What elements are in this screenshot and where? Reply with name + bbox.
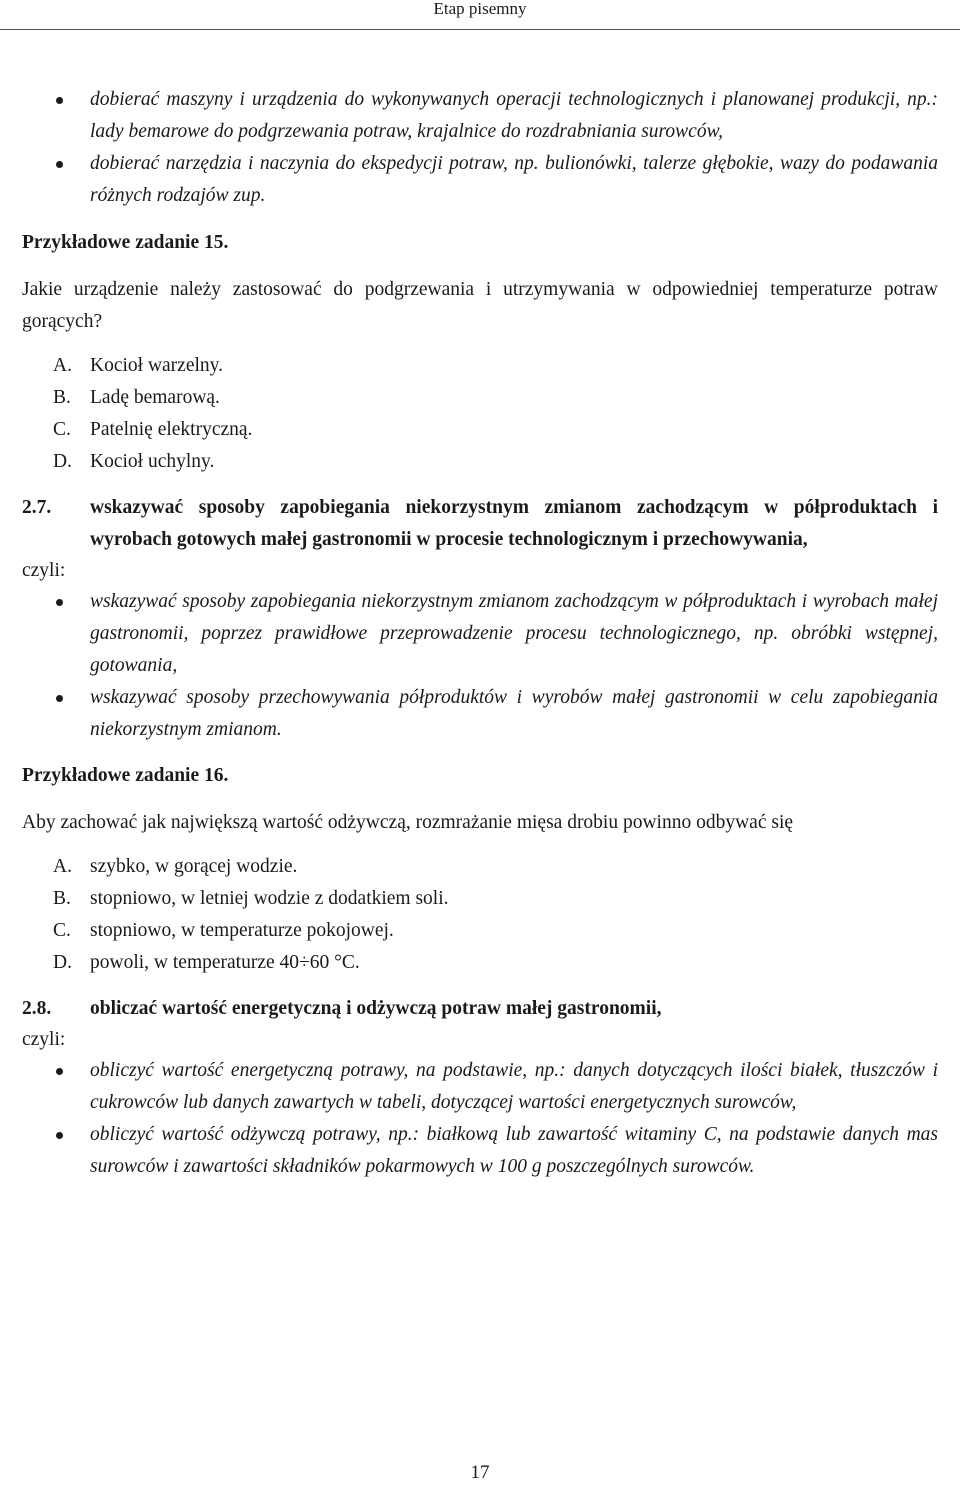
answer-letter: B. <box>53 888 71 909</box>
list-item-text: obliczyć wartość odżywczą potrawy, np.: białkową lub zawartość witaminy C, na podstawie danych mas surowców i zawartości składników pokarmowych w 100 g poszczególnych surowców. <box>90 1124 938 1177</box>
answer-text: powoli, w temperaturze 40÷60 °C. <box>90 952 360 973</box>
section-number: 2.7. <box>22 497 52 518</box>
czyli-label: czyli: <box>22 560 66 581</box>
page-content <box>22 84 938 1183</box>
list-item <box>22 1055 938 1119</box>
bullet-icon <box>56 1132 63 1139</box>
answer-letter: A. <box>53 856 72 877</box>
list-item-text: obliczyć wartość energetyczną potrawy, na podstawie, np.: danych dotyczących ilości białek, tłuszczów i cukrowców lub danych zawartych w tabeli, dotyczącej wartości energetycznych surowców, <box>90 1060 938 1113</box>
list-item-text: dobierać narzędzia i naczynia do ekspedycji potraw, np. bulionówki, talerze głębokie, wazy do podawania różnych rodzajów zup. <box>90 153 938 206</box>
answer-letter: D. <box>53 952 72 973</box>
header-divider <box>0 29 960 30</box>
section-number: 2.8. <box>22 998 52 1019</box>
answer-letter: D. <box>53 451 72 472</box>
answer-text: Kocioł warzelny. <box>90 355 224 376</box>
answer-option <box>22 851 938 883</box>
answer-text: Kocioł uchylny. <box>90 451 215 472</box>
answer-option <box>22 883 938 915</box>
list-item <box>22 148 938 212</box>
section-title: obliczać wartość energetyczną i odżywczą potraw małej gastronomii, <box>90 998 662 1019</box>
answer-option <box>22 382 938 414</box>
answer-text: Ladę bemarową. <box>90 387 220 408</box>
answer-text: szybko, w gorącej wodzie. <box>90 856 298 877</box>
answer-letter: A. <box>53 355 72 376</box>
task-15-question: Jakie urządzenie należy zastosować do podgrzewania i utrzymywania w odpowiedniej temperaturze potraw gorących? <box>22 279 938 332</box>
bullet-icon <box>56 161 63 168</box>
task-15-answers <box>22 350 938 478</box>
task-15-title: Przykładowe zadanie 15. <box>22 232 229 253</box>
list-item <box>22 586 938 682</box>
task-16-question: Aby zachować jak największą wartość odżywczą, rozmrażanie mięsa drobiu powinno odbywać się <box>22 812 794 833</box>
section-2-7-heading <box>22 492 938 556</box>
bullet-list-2-8 <box>22 1055 938 1183</box>
bullet-list-1 <box>22 84 938 212</box>
answer-text: Patelnię elektryczną. <box>90 419 253 440</box>
answer-option <box>22 414 938 446</box>
bullet-icon <box>56 97 63 104</box>
section-2-8-heading <box>22 993 938 1025</box>
task-16-title: Przykładowe zadanie 16. <box>22 765 229 786</box>
answer-letter: C. <box>53 920 71 941</box>
section-title: wskazywać sposoby zapobiegania niekorzystnym zmianom zachodzącym w półproduktach i wyrobach gotowych małej gastronomii w procesie technologicznym i przechowywania, <box>90 497 938 550</box>
czyli-label: czyli: <box>22 1029 66 1050</box>
page-number: 17 <box>470 1462 490 1483</box>
task-16-answers <box>22 851 938 979</box>
list-item <box>22 1119 938 1183</box>
list-item-text: wskazywać sposoby zapobiegania niekorzystnym zmianom zachodzącym w półproduktach i wyrobach małej gastronomii, poprzez prawidłowe przeprowadzenie procesu technologicznego, np. obróbki wstępnej, gotowania, <box>90 591 938 676</box>
answer-letter: C. <box>53 419 71 440</box>
answer-option <box>22 350 938 382</box>
answer-option <box>22 915 938 947</box>
answer-letter: B. <box>53 387 71 408</box>
bullet-icon <box>56 599 63 606</box>
answer-option <box>22 947 938 979</box>
list-item-text: dobierać maszyny i urządzenia do wykonywanych operacji technologicznych i planowanej produkcji, np.: lady bemarowe do podgrzewania potraw, krajalnice do rozdrabniania surowców, <box>90 89 938 142</box>
list-item <box>22 84 938 148</box>
answer-text: stopniowo, w temperaturze pokojowej. <box>90 920 394 941</box>
list-item-text: wskazywać sposoby przechowywania półproduktów i wyrobów małej gastronomii w celu zapobiegania niekorzystnym zmianom. <box>90 687 938 740</box>
page-header <box>0 0 960 30</box>
bullet-icon <box>56 695 63 702</box>
list-item <box>22 682 938 746</box>
answer-text: stopniowo, w letniej wodzie z dodatkiem soli. <box>90 888 449 909</box>
bullet-list-2-7 <box>22 586 938 746</box>
answer-option <box>22 446 938 478</box>
bullet-icon <box>56 1068 63 1075</box>
header-title: Etap pisemny <box>433 0 527 18</box>
